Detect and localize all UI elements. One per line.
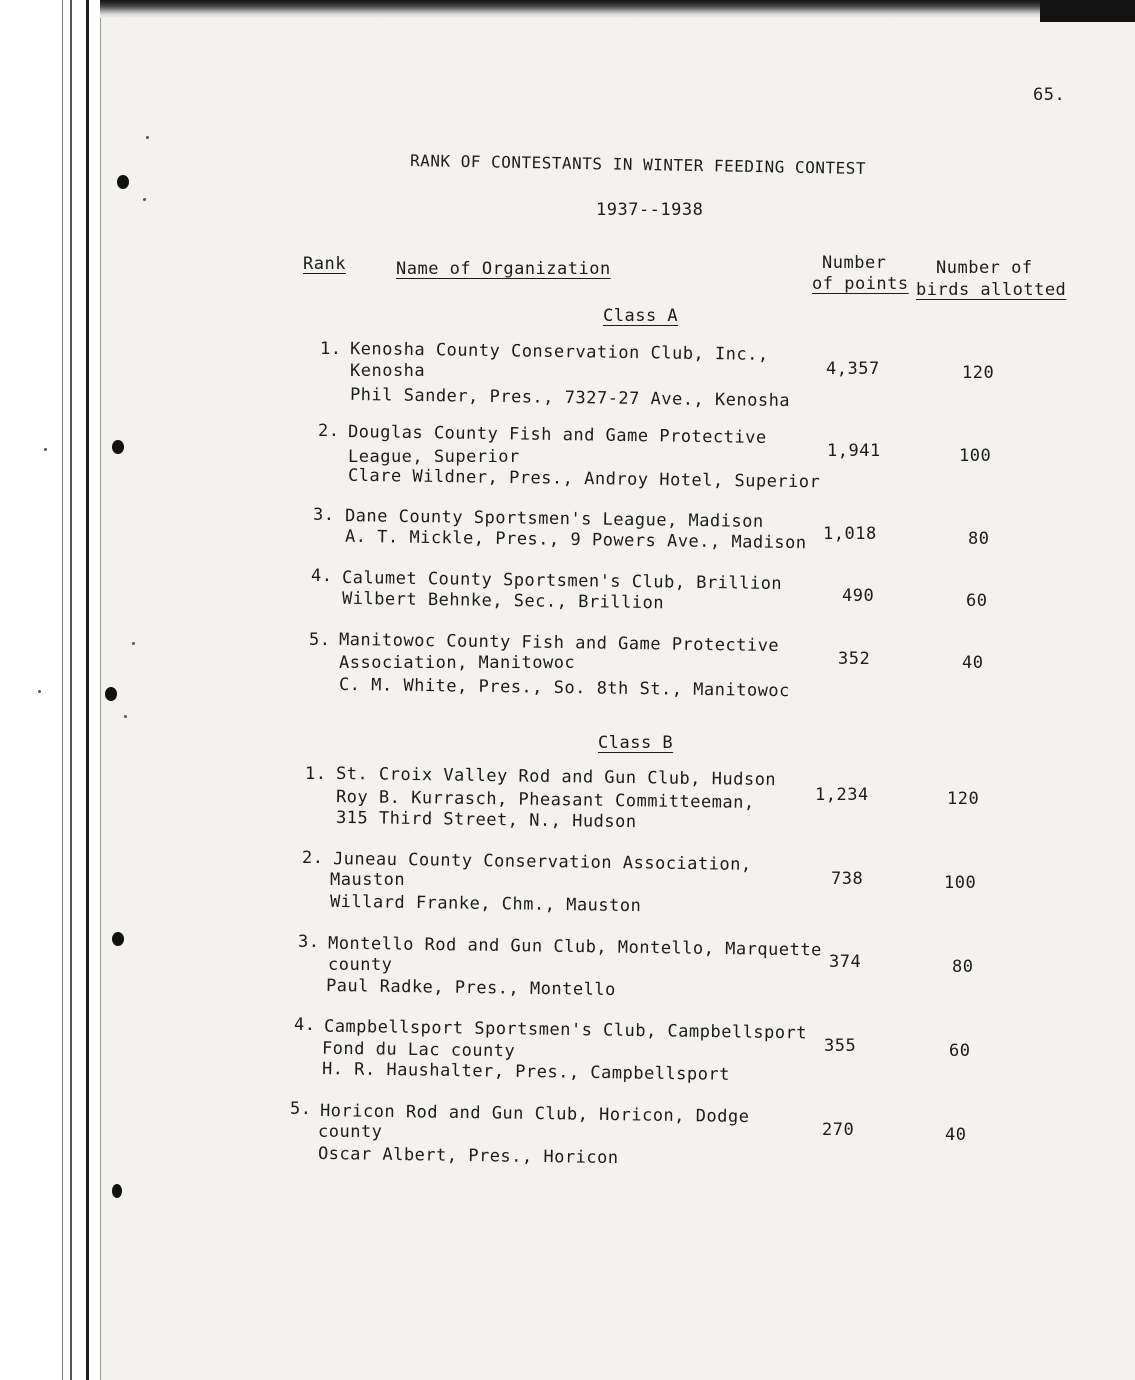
points-value: 1,234	[815, 785, 869, 805]
org-name-line: Mauston	[330, 870, 406, 890]
scan-top-shadow	[1040, 0, 1135, 22]
org-name-line: county	[328, 955, 393, 975]
org-name-line: Douglas County Fish and Game Protective	[347, 422, 767, 448]
class-b-heading: Class B	[598, 733, 674, 753]
scan-top-shadow	[100, 0, 1135, 18]
document-year: 1937--1938	[596, 200, 704, 220]
scan-speck	[44, 448, 47, 451]
header-name: Name of Organization	[396, 259, 611, 279]
birds-value: 120	[947, 789, 980, 809]
org-contact-line: Oscar Albert, Pres., Horicon	[317, 1143, 619, 1169]
scan-speck	[124, 715, 127, 718]
points-value: 1,941	[827, 441, 881, 461]
page-edge	[62, 0, 63, 1380]
points-value: 270	[822, 1120, 855, 1140]
points-value: 4,357	[826, 359, 880, 379]
org-contact-line: Roy B. Kurrasch, Pheasant Committeeman,	[335, 787, 755, 813]
org-name-line: Manitowoc County Fish and Game Protective	[338, 629, 780, 657]
rank-number: 2.	[302, 848, 324, 868]
page-edge	[100, 0, 101, 1380]
org-name-line: Dane County Sportsmen's League, Madison	[344, 506, 764, 532]
org-name-line: Montello Rod and Gun Club, Montello, Marquette	[327, 933, 822, 961]
org-name-line: Fond du Lac county	[321, 1038, 516, 1062]
rank-number: 1.	[305, 764, 327, 784]
org-name-line: League, Superior	[348, 447, 520, 467]
org-contact-line: Wilbert Behnke, Sec., Brillion	[341, 588, 665, 614]
rank-number: 4.	[311, 566, 333, 586]
document-title: RANK OF CONTESTANTS IN WINTER FEEDING CONTEST	[409, 151, 867, 178]
points-value: 374	[829, 952, 862, 972]
points-value: 738	[831, 869, 864, 889]
org-contact-line: 315 Third Street, N., Hudson	[335, 807, 637, 833]
scan-speck	[146, 136, 149, 139]
org-name-line: Kenosha	[350, 361, 426, 381]
org-name-line: Campbellsport Sportsmen's Club, Campbellsport	[323, 1016, 808, 1044]
birds-value: 120	[962, 363, 995, 383]
points-value: 490	[842, 586, 875, 606]
rank-number: 3.	[298, 932, 320, 952]
birds-value: 100	[959, 446, 992, 466]
rank-number: 3.	[313, 505, 335, 525]
class-a-heading: Class A	[603, 306, 679, 326]
org-contact-line: A. T. Mickle, Pres., 9 Powers Ave., Madison	[344, 526, 807, 554]
birds-value: 80	[952, 957, 974, 977]
header-birds-line2: birds allotted	[916, 280, 1067, 300]
org-name-line: Calumet County Sportsmen's Club, Brillion	[341, 567, 783, 595]
rank-number: 5.	[309, 630, 331, 650]
scan-speck	[132, 642, 135, 645]
page-number: 65.	[1033, 85, 1066, 105]
org-name-line: Kenosha County Conservation Club, Inc.,	[349, 339, 769, 365]
header-points-line2: of points	[812, 274, 909, 294]
binder-hole	[112, 440, 124, 454]
binder-hole	[112, 932, 124, 946]
org-name-line: St. Croix Valley Rod and Gun Club, Hudson	[335, 763, 777, 791]
org-contact-line: C. M. White, Pres., So. 8th St., Manitowoc	[338, 674, 790, 702]
points-value: 1,018	[823, 524, 877, 544]
birds-value: 80	[968, 529, 990, 549]
org-contact-line: Paul Radke, Pres., Montello	[325, 975, 616, 1001]
org-contact-line: H. R. Haushalter, Pres., Campbellsport	[321, 1059, 731, 1085]
points-value: 352	[838, 649, 871, 669]
org-name-line: Horicon Rod and Gun Club, Horicon, Dodge	[319, 1101, 750, 1127]
binder-hole	[117, 175, 129, 189]
header-points-line1: Number	[822, 253, 887, 273]
binder-hole	[112, 1184, 122, 1198]
header-birds-line1: Number of	[936, 258, 1033, 278]
scan-speck	[38, 690, 41, 693]
scan-speck	[143, 198, 146, 201]
birds-value: 60	[966, 591, 988, 611]
birds-value: 60	[949, 1041, 971, 1061]
points-value: 355	[824, 1036, 857, 1056]
rank-number: 2.	[318, 421, 340, 441]
org-contact-line: Willard Franke, Chm., Mauston	[329, 891, 642, 917]
rank-number: 5.	[290, 1099, 312, 1119]
org-name-line: county	[318, 1122, 383, 1142]
birds-value: 100	[944, 873, 977, 893]
page-edge	[70, 0, 72, 1380]
rank-number: 4.	[294, 1015, 316, 1035]
org-name-line: Association, Manitowoc	[339, 653, 576, 673]
header-rank: Rank	[303, 254, 346, 274]
scan-margin	[0, 0, 100, 1380]
birds-value: 40	[945, 1125, 967, 1145]
org-contact-line: Clare Wildner, Pres., Androy Hotel, Superior	[347, 465, 821, 493]
org-contact-line: Phil Sander, Pres., 7327-27 Ave., Kenosha	[349, 384, 791, 412]
rank-number: 1.	[320, 339, 342, 359]
page-edge	[86, 0, 89, 1380]
org-name-line: Juneau County Conservation Association,	[332, 849, 752, 875]
birds-value: 40	[962, 653, 984, 673]
binder-hole	[105, 687, 117, 701]
